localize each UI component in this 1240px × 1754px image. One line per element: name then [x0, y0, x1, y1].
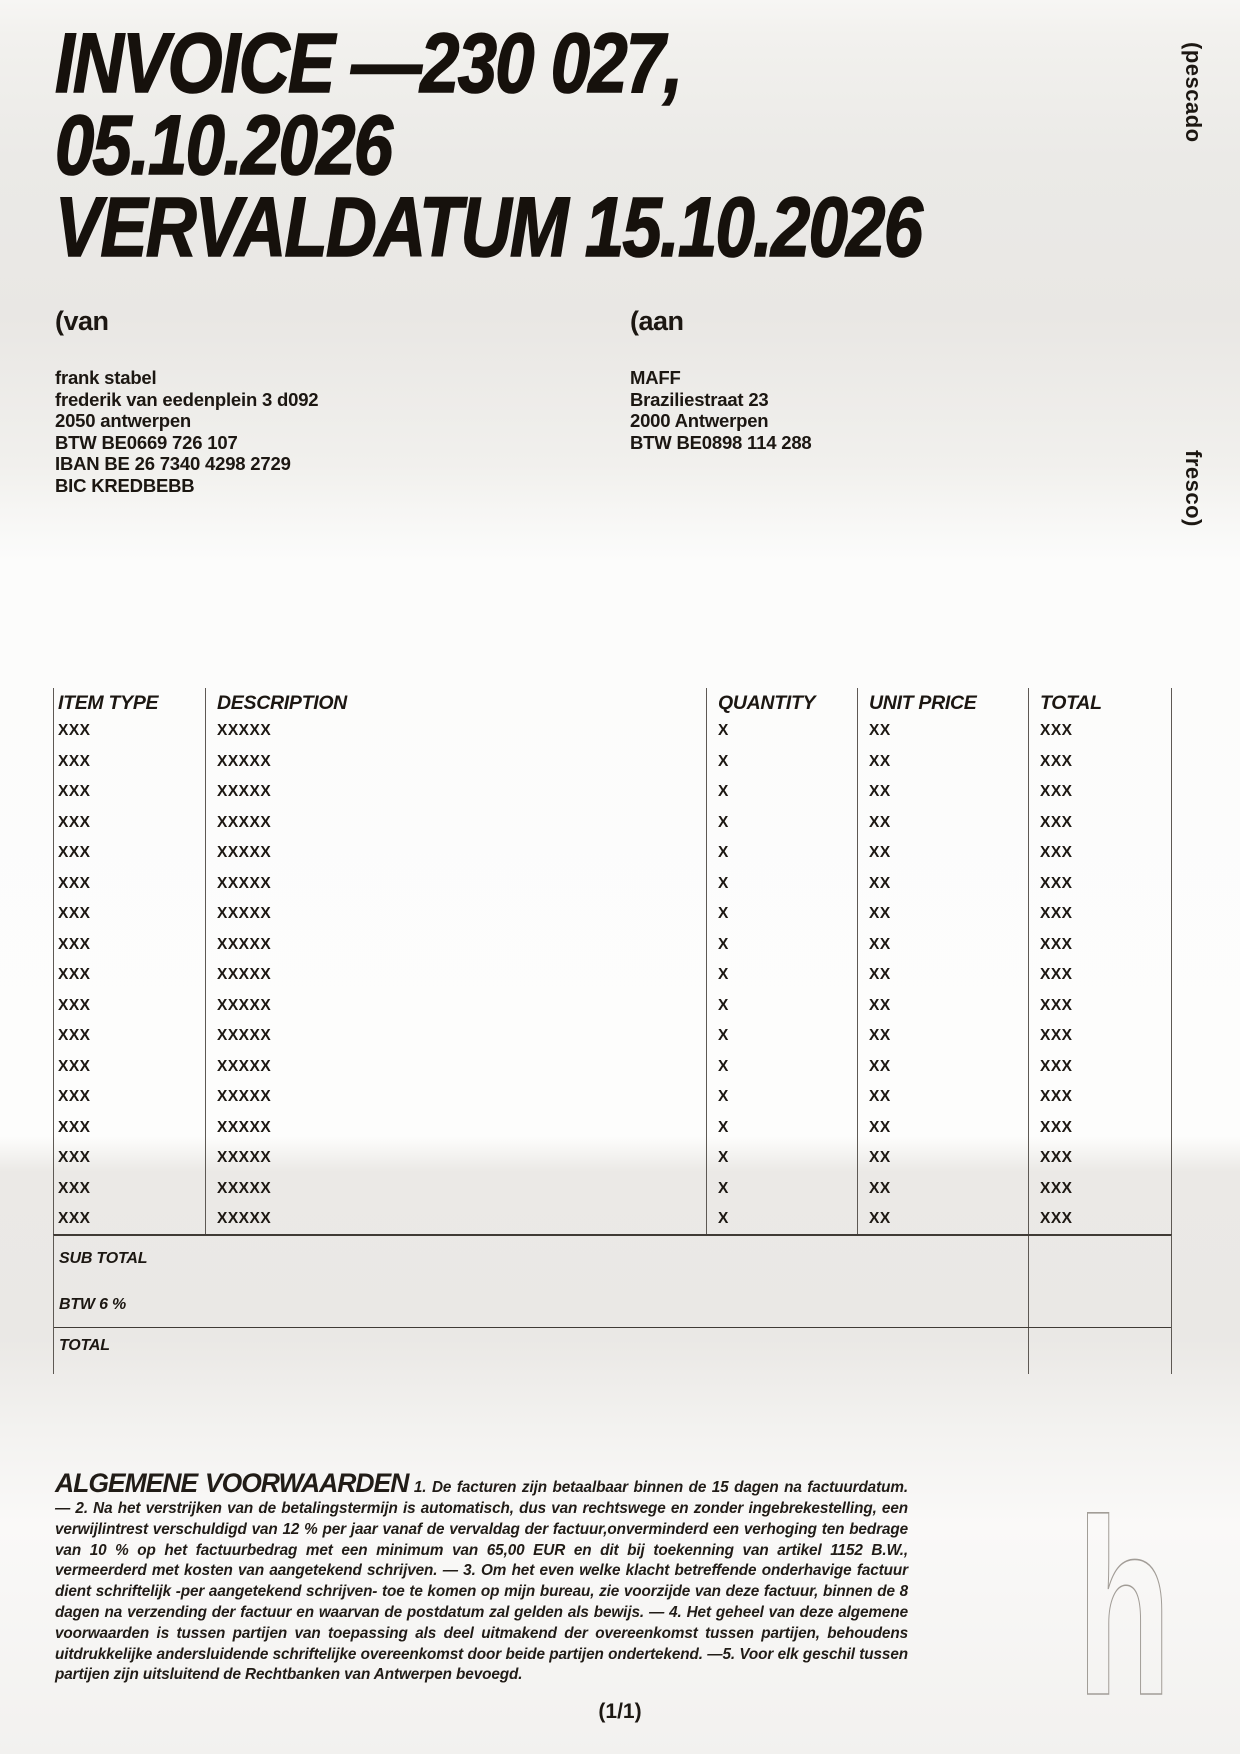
recipient-street: Braziliestraat 23	[630, 388, 769, 410]
subtotal-label: SUB TOTAL	[59, 1250, 148, 1267]
cell-total: XXX	[1028, 868, 1172, 899]
cell-quantity: X	[706, 837, 857, 868]
table-row	[53, 959, 1171, 990]
cell-quantity: X	[706, 807, 857, 838]
sender-iban: IBAN BE 26 7340 4298 2729	[55, 453, 291, 475]
cell-total: XXX	[1028, 1203, 1172, 1234]
sender-label: (van	[55, 306, 109, 336]
cell-item-type: XXX	[53, 959, 205, 990]
cell-item-type: XXX	[53, 837, 205, 868]
totals-section	[53, 1234, 1172, 1374]
invoice-title-line-2: 05.10.2026	[55, 98, 392, 192]
cell-quantity: X	[706, 1051, 857, 1082]
recipient-label: (aan	[630, 306, 684, 336]
table-row	[53, 1020, 1171, 1051]
cell-quantity: X	[706, 1142, 857, 1173]
cell-total: XXX	[1028, 1020, 1172, 1051]
cell-unit-price: XX	[857, 1081, 1028, 1112]
sender-street: frederik van eedenplein 3 d092	[55, 388, 319, 410]
table-row	[53, 1142, 1171, 1173]
cell-quantity: X	[706, 898, 857, 929]
terms-heading: ALGEMENE VOORWAARDEN	[55, 1468, 409, 1499]
column-header-total: TOTAL	[1028, 688, 1172, 715]
table-row	[53, 929, 1171, 960]
table-body	[53, 715, 1171, 1234]
cell-quantity: X	[706, 776, 857, 807]
cell-item-type: XXX	[53, 1081, 205, 1112]
cell-quantity: X	[706, 929, 857, 960]
cell-unit-price: XX	[857, 929, 1028, 960]
sender-city: 2050 antwerpen	[55, 410, 192, 432]
cell-description: XXXXX	[205, 990, 706, 1021]
cell-description: XXXXX	[205, 898, 706, 929]
cell-description: XXXXX	[205, 929, 706, 960]
cell-item-type: XXX	[53, 868, 205, 899]
table-row	[53, 1112, 1171, 1143]
sender-btw: BTW BE0669 726 107	[55, 431, 238, 453]
total-label: TOTAL	[59, 1337, 110, 1354]
cell-item-type: XXX	[53, 1051, 205, 1082]
cell-unit-price: XX	[857, 1112, 1028, 1143]
table-row	[53, 1081, 1171, 1112]
table-row	[53, 1203, 1171, 1234]
side-label-fresco: fresco)	[1181, 450, 1206, 527]
h-logo-svg	[1068, 1504, 1218, 1719]
table-row	[53, 807, 1171, 838]
cell-unit-price: XX	[857, 990, 1028, 1021]
column-header-item-type: ITEM TYPE	[53, 688, 205, 715]
table-row	[53, 898, 1171, 929]
cell-description: XXXXX	[205, 746, 706, 777]
sender-block	[55, 306, 318, 497]
cell-description: XXXXX	[205, 1081, 706, 1112]
invoice-title	[55, 16, 922, 274]
cell-total: XXX	[1028, 746, 1172, 777]
btw-label: BTW 6 %	[59, 1296, 127, 1313]
total-value	[1028, 1328, 1171, 1374]
table-row	[53, 990, 1171, 1021]
cell-unit-price: XX	[857, 1203, 1028, 1234]
h-logo-glyph: h	[1076, 1504, 1172, 1719]
cell-description: XXXXX	[205, 1020, 706, 1051]
cell-item-type: XXX	[53, 807, 205, 838]
cell-total: XXX	[1028, 837, 1172, 868]
column-header-quantity: QUANTITY	[706, 688, 857, 715]
cell-item-type: XXX	[53, 1173, 205, 1204]
subtotal-row	[54, 1236, 1171, 1282]
cell-item-type: XXX	[53, 776, 205, 807]
cell-quantity: X	[706, 715, 857, 746]
recipient-city: 2000 Antwerpen	[630, 410, 769, 432]
cell-unit-price: XX	[857, 746, 1028, 777]
cell-quantity: X	[706, 1173, 857, 1204]
cell-total: XXX	[1028, 1112, 1172, 1143]
cell-total: XXX	[1028, 715, 1172, 746]
cell-total: XXX	[1028, 1051, 1172, 1082]
recipient-name: MAFF	[630, 367, 681, 388]
cell-description: XXXXX	[205, 1203, 706, 1234]
cell-unit-price: XX	[857, 715, 1028, 746]
invoice-title-line-3: VERVALDATUM 15.10.2026	[55, 180, 922, 274]
cell-total: XXX	[1028, 1142, 1172, 1173]
cell-unit-price: XX	[857, 807, 1028, 838]
cell-quantity: X	[706, 1203, 857, 1234]
cell-total: XXX	[1028, 1173, 1172, 1204]
cell-description: XXXXX	[205, 868, 706, 899]
btw-value	[1028, 1282, 1171, 1327]
table-row	[53, 746, 1171, 777]
cell-description: XXXXX	[205, 837, 706, 868]
cell-quantity: X	[706, 1112, 857, 1143]
cell-item-type: XXX	[53, 1020, 205, 1051]
column-header-unit-price: UNIT PRICE	[857, 688, 1028, 715]
cell-quantity: X	[706, 868, 857, 899]
recipient-btw: BTW BE0898 114 288	[630, 431, 812, 453]
cell-total: XXX	[1028, 898, 1172, 929]
cell-description: XXXXX	[205, 959, 706, 990]
subtotal-value	[1028, 1236, 1171, 1282]
cell-description: XXXXX	[205, 715, 706, 746]
table-row	[53, 776, 1171, 807]
table-row	[53, 1173, 1171, 1204]
recipient-block	[630, 306, 812, 453]
table-row	[53, 715, 1171, 746]
terms-body: 1. De facturen zijn betaalbaar binnen de 15 dagen na factuurdatum. — 2. Na het verstrijken van de betalingstermijn is automatisch, dus van rechtswege en zonder ingebrekestelling, een verwijlintrest verschuldigd van 12 % per jaar vanaf de vervaldag der factuur,onverminderd een verhoging ten bedrage van 10 % op het factuurbedrag met een minimum van 65,00 EUR en dit bij toekenning van artikel 1152 B.W., vermeerderd met kosten van aangetekend schrijven. — 3. Om het even welke klacht betreffende onderhavige factuur dient schriftelijk -per aangetekend schrijven- toe te komen op mijn bureau, zie voorzijde van deze factuur, binnen de 8 dagen na verzending der factuur en waarvan de postdatum zal gelden als bewijs. — 4. Het geheel van deze algemene voorwaarden is tussen partijen van toepassing als deel uitmakend der overeenkomst tussen partijen, behoudens uitdrukkelijke andersluidende schriftelijke overeenkomst door beide partijen ondertekend. —5. Voor elk geschil tussen partijen zijn uitsluitend de Rechtbanken van Antwerpen bevoegd.	[55, 1479, 908, 1684]
cell-unit-price: XX	[857, 1173, 1028, 1204]
btw-row	[54, 1282, 1171, 1328]
cell-item-type: XXX	[53, 990, 205, 1021]
cell-quantity: X	[706, 990, 857, 1021]
line-items-table	[53, 688, 1172, 1234]
cell-total: XXX	[1028, 1081, 1172, 1112]
cell-total: XXX	[1028, 776, 1172, 807]
h-logo	[1068, 1504, 1218, 1724]
sender-name: frank stabel	[55, 367, 157, 388]
cell-unit-price: XX	[857, 776, 1028, 807]
cell-item-type: XXX	[53, 929, 205, 960]
cell-unit-price: XX	[857, 1051, 1028, 1082]
cell-description: XXXXX	[205, 1051, 706, 1082]
cell-item-type: XXX	[53, 1112, 205, 1143]
column-header-description: DESCRIPTION	[205, 688, 706, 715]
table-header-row	[53, 688, 1171, 715]
table-row	[53, 837, 1171, 868]
cell-total: XXX	[1028, 959, 1172, 990]
cell-item-type: XXX	[53, 1203, 205, 1234]
cell-quantity: X	[706, 746, 857, 777]
cell-total: XXX	[1028, 807, 1172, 838]
cell-description: XXXXX	[205, 1112, 706, 1143]
cell-item-type: XXX	[53, 715, 205, 746]
cell-unit-price: XX	[857, 959, 1028, 990]
page-number: (1/1)	[598, 1700, 642, 1723]
terms-paragraph	[55, 1468, 908, 1686]
cell-unit-price: XX	[857, 898, 1028, 929]
cell-item-type: XXX	[53, 1142, 205, 1173]
cell-total: XXX	[1028, 990, 1172, 1021]
cell-unit-price: XX	[857, 868, 1028, 899]
side-label-pescado: (pescado	[1181, 42, 1206, 143]
cell-item-type: XXX	[53, 746, 205, 777]
cell-description: XXXXX	[205, 776, 706, 807]
cell-quantity: X	[706, 1081, 857, 1112]
cell-total: XXX	[1028, 929, 1172, 960]
cell-description: XXXXX	[205, 1173, 706, 1204]
table-row	[53, 868, 1171, 899]
cell-unit-price: XX	[857, 837, 1028, 868]
table-row	[53, 1051, 1171, 1082]
cell-quantity: X	[706, 959, 857, 990]
cell-unit-price: XX	[857, 1020, 1028, 1051]
sender-bic: BIC KREDBEBB	[55, 474, 195, 496]
cell-quantity: X	[706, 1020, 857, 1051]
cell-description: XXXXX	[205, 807, 706, 838]
total-row	[54, 1328, 1171, 1374]
invoice-title-line-1: INVOICE —230 027,	[55, 16, 682, 110]
cell-description: XXXXX	[205, 1142, 706, 1173]
cell-item-type: XXX	[53, 898, 205, 929]
cell-unit-price: XX	[857, 1142, 1028, 1173]
